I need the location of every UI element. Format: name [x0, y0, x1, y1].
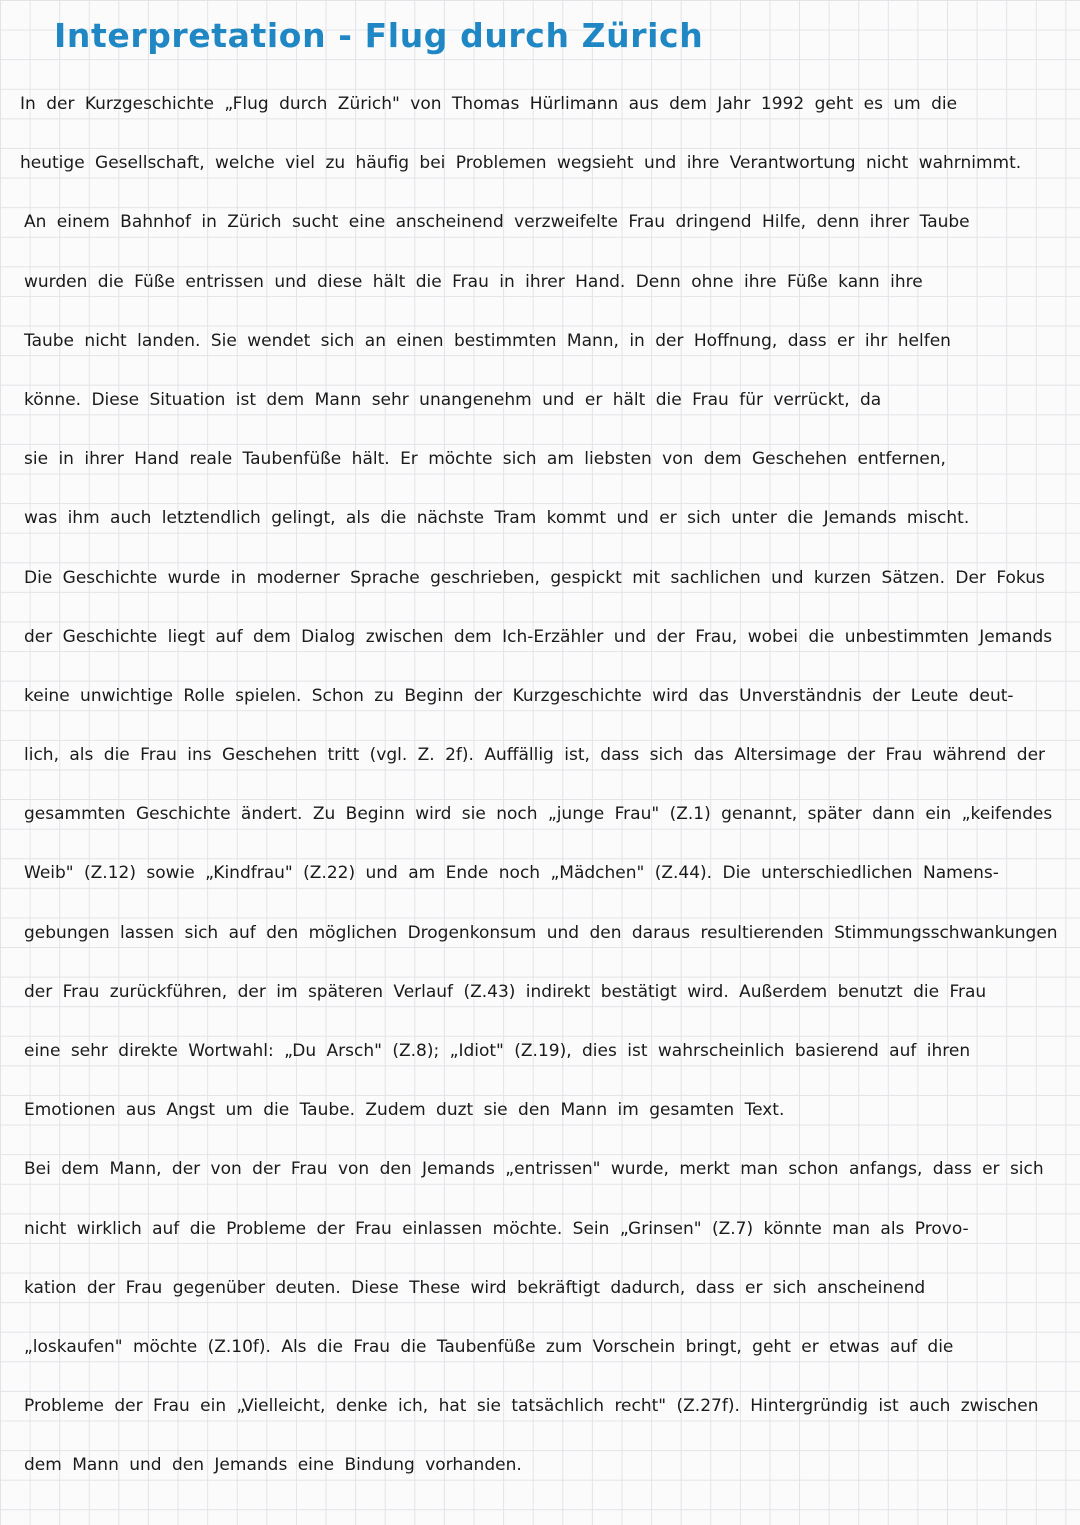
- text-line-8: was ihm auch letztendlich gelingt, als die nächste Tram kommt und er sich unter die Jemands mischt.: [24, 508, 970, 529]
- text-line-9: Die Geschichte wurde in moderner Sprache geschrieben, gespickt mit sachlichen und kurzen Sätzen. Der Fokus: [24, 567, 1045, 588]
- text-line-13: gesammten Geschichte ändert. Zu Beginn wird sie noch „junge Frau" (Z.1) genannt, später dann ein „keifendes: [24, 804, 1053, 825]
- text-line-5: Taube nicht landen. Sie wendet sich an einen bestimmten Mann, in der Hoffnung, dass er ihr helfen: [24, 330, 951, 351]
- text-line-12: lich, als die Frau ins Geschehen tritt (vgl. Z. 2f). Auffällig ist, dass sich das Altersimage der Frau während der: [24, 745, 1046, 766]
- text-line-16: der Frau zurückführen, der im späteren Verlauf (Z.43) indirekt bestätigt wird. Außerdem benutzt die Frau: [24, 981, 987, 1002]
- text-line-10: der Geschichte liegt auf dem Dialog zwischen dem Ich-Erzähler und der Frau, wobei die unbestimmten Jemands: [24, 626, 1053, 647]
- text-line-17: eine sehr direkte Wortwahl: „Du Arsch" (Z.8); „Idiot" (Z.19), dies ist wahrscheinlich basierend auf ihren: [24, 1041, 971, 1061]
- text-line-6: könne. Diese Situation ist dem Mann sehr unangenehm und er hält die Frau für verrückt, da: [24, 389, 882, 410]
- text-line-19: Bei dem Mann, der von der Frau von den Jemands „entrissen" wurde, merkt man schon anfangs, dass er sich: [24, 1159, 1044, 1180]
- essay-body: [20, 88, 1070, 1509]
- text-line-2: heutige Gesellschaft, welche viel zu häufig bei Problemen wegsieht und ihre Verantwortung nicht wahrnimmt.: [20, 153, 1022, 174]
- text-line-22: „loskaufen" möchte (Z.10f). Als die Frau die Taubenfüße zum Vorschein bringt, geht er etwas auf die: [24, 1336, 954, 1357]
- text-line-14: Weib" (Z.12) sowie „Kindfrau" (Z.22) und am Ende noch „Mädchen" (Z.44). Die unterschiedlichen Namens-: [24, 863, 999, 884]
- text-line-11: keine unwichtige Rolle spielen. Schon zu Beginn der Kurzgeschichte wird das Unverständnis der Leute deut-: [24, 685, 1014, 706]
- text-line-24: dem Mann und den Jemands eine Bindung vorhanden.: [24, 1455, 522, 1476]
- text-line-1: In der Kurzgeschichte „Flug durch Zürich" von Thomas Hürlimann aus dem Jahr 1992 geht es um die: [20, 94, 958, 114]
- text-line-20: nicht wirklich auf die Probleme der Frau einlassen möchte. Sein „Grinsen" (Z.7) könnte man als Provo-: [24, 1218, 969, 1239]
- text-line-3: An einem Bahnhof in Zürich sucht eine anscheinend verzweifelte Frau dringend Hilfe, denn ihrer Taube: [24, 212, 970, 233]
- text-line-18: Emotionen aus Angst um die Taube. Zudem duzt sie den Mann im gesamten Text.: [24, 1100, 785, 1121]
- text-line-15: gebungen lassen sich auf den möglichen Drogenkonsum und den daraus resultierenden Stimmungsschwankungen: [24, 922, 1058, 943]
- text-line-7: sie in ihrer Hand reale Taubenfüße hält. Er möchte sich am liebsten von dem Geschehen entfernen,: [24, 449, 946, 470]
- text-line-21: kation der Frau gegenüber deuten. Diese These wird bekräftigt dadurch, dass er sich anscheinend: [24, 1277, 926, 1298]
- text-line-4: wurden die Füße entrissen und diese hält die Frau in ihrer Hand. Denn ohne ihre Füße kann ihre: [24, 271, 923, 292]
- page-title: Interpretation - Flug durch Zürich: [54, 16, 704, 55]
- text-line-23: Probleme der Frau ein „Vielleicht, denke ich, hat sie tatsächlich recht" (Z.27f). Hintergründig ist auch zwischen: [24, 1396, 1039, 1417]
